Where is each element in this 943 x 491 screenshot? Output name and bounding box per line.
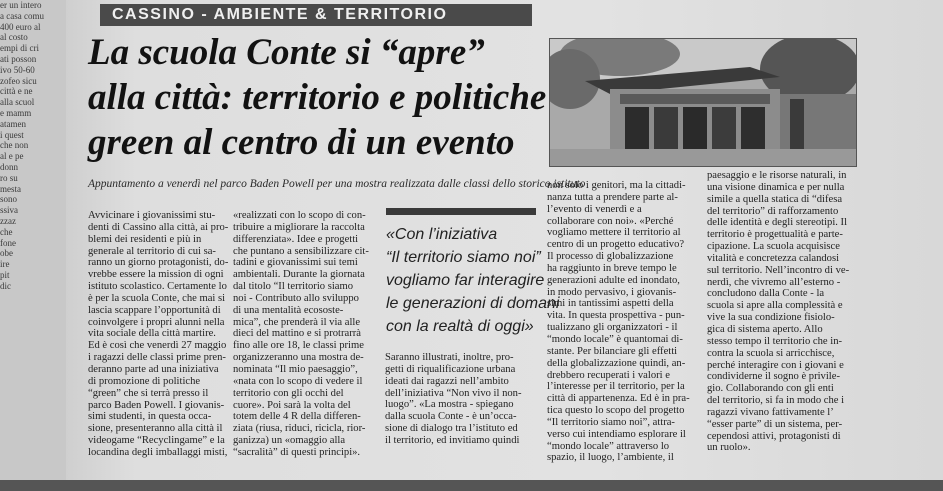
article-line: centro di un progetto educativo?: [547, 239, 685, 251]
article-line: stante. Per bilanciare gli effetti: [547, 345, 678, 357]
article-line: coinvolgere i propri alunni nella: [88, 316, 225, 328]
article-line: vitalità e concretezza calandosi: [707, 252, 840, 264]
article-line: di promozione di politiche: [88, 375, 201, 387]
pull-quote-line: vogliamo far interagire: [386, 272, 545, 289]
fragment-line: alla scuol: [0, 97, 35, 108]
article-line: mica”, che prenderà il via alle: [233, 316, 361, 328]
article-line: simi studenti, in questa occa-: [88, 411, 212, 423]
article-line: l’interesse per il territorio, per la: [547, 381, 685, 393]
article-line: contra la scuola si arricchisce,: [707, 347, 835, 359]
article-line: Saranno illustrati, inoltre, pro-: [385, 352, 514, 363]
previous-page-fragment: [0, 0, 66, 480]
fragment-line: dic: [0, 280, 11, 291]
article-line: territorio è progettualità e parte-: [707, 229, 843, 241]
article-line: «realizzati con lo scopo di con-: [233, 210, 366, 221]
article-line: sul territorio. Nell’incontro di ve-: [707, 264, 850, 276]
article-line: totem delle 4 R della differen-: [233, 411, 361, 423]
article-line: ziata (riusa, riduci, ricicla, rior-: [233, 423, 366, 435]
article-line: collaborare con noi». «Perché: [547, 215, 674, 227]
fragment-line: atamen: [0, 118, 26, 129]
article-line: tadini e giovanissimi sui temi: [233, 257, 358, 269]
article-line: tica questo lo scopo del progetto: [547, 405, 685, 417]
fragment-line: che: [0, 226, 13, 237]
article-line: parco Baden Powell. I giovanis-: [88, 399, 225, 411]
article-line: vita. In questa prospettiva - pun-: [547, 310, 685, 322]
article-line: stesso tempo il territorio che in-: [707, 335, 843, 347]
article-line: una visione dinamica e per nulla: [707, 181, 845, 193]
article-line: “mondo locale” attraverso lo: [547, 440, 670, 452]
article-line: simile a quella statica di “difesa: [707, 193, 843, 205]
article-line: sione, presenteranno alla città il: [88, 423, 223, 435]
fragment-line: obe: [0, 248, 13, 259]
fragment-line: al e pe: [0, 151, 24, 162]
fragment-line: er un intero: [0, 0, 42, 10]
article-line: Il processo di globalizzazione: [547, 251, 674, 263]
article-line: paesaggio e le risorse naturali, in: [707, 170, 847, 181]
article-column-1: [88, 210, 229, 459]
article-line: istituto scolastico. Certamente lo: [88, 281, 227, 293]
article-line: ranno un giorno protagonisti, do-: [88, 257, 229, 269]
article-line: “sacralità” di questi principi».: [233, 446, 361, 458]
fragment-line: a casa comu: [0, 10, 44, 21]
fragment-line: i quest: [0, 129, 24, 140]
article-line: nerdì, che vivremo all’esterno -: [707, 276, 841, 288]
fragment-line: sono: [0, 194, 18, 205]
article-line: generale al territorio di cui sa-: [88, 245, 216, 257]
article-line: perché interagire con i giovani e: [707, 359, 844, 371]
fragment-line: zofeo sicu: [0, 75, 37, 86]
article-line: organizzeranno una mostra de-: [233, 352, 364, 364]
article-line: «nata con lo scopo di vedere il: [233, 375, 363, 387]
pull-quote-bar: [386, 208, 536, 215]
article-line: non solo i genitori, ma la cittadi-: [547, 180, 686, 191]
article-line: “Il territorio siamo noi”, attra-: [547, 416, 675, 428]
article-line: spazio, il luogo, l’ambiente, il: [547, 452, 674, 464]
article-line: dieci del mattino e si protrarrà: [233, 328, 361, 340]
article-line: di una mentalità ecososte-: [233, 304, 344, 316]
article-line: gio. Collaborando con gli enti: [707, 383, 834, 395]
article-line: tualizzano gli organizzatori - il: [547, 322, 678, 334]
article-line: cependosi attivi, protagonisti di: [707, 430, 841, 442]
article-line: condividerne il sogno è privile-: [707, 371, 840, 383]
article-line: nanza tutta a prendere parte al-: [547, 191, 678, 203]
headline-line-1: La scuola Conte si “apre”: [88, 32, 485, 73]
article-line: delle identità e degli stereotipi. Il: [707, 217, 848, 229]
fragment-line: pit: [0, 269, 10, 280]
article-column-4: [547, 180, 697, 464]
article-column-5: [707, 170, 865, 454]
article-line: cipazione. La scuola acquisisce: [707, 241, 840, 253]
article-line: ambientali. Durante la giornata: [233, 269, 365, 281]
article-line: dal titolo “Il territorio siamo: [233, 281, 354, 293]
page-edge-shadow: [0, 480, 943, 491]
article-line: videogame “Recyclingame” e la: [88, 435, 225, 447]
article-line: verso cui intendiamo esplorare il: [547, 428, 686, 440]
fragment-line: 400 euro al: [0, 21, 41, 32]
article-line: che puntano a sensibilizzare cit-: [233, 245, 369, 257]
article-line: città di appartenenza. Ed è in pra-: [547, 393, 690, 405]
article-line: differenziata». Idee e progetti: [233, 233, 359, 245]
headline-line-3: green al centro di un evento: [88, 122, 515, 163]
article-line: scuola si apre alla complessità e: [707, 300, 843, 312]
article-line: della globalizzazione quindi, an-: [547, 357, 686, 369]
fragment-line: fone: [0, 237, 16, 248]
pull-quote-line: con la realtà di oggi»: [386, 318, 534, 335]
article-line: il territorio, ed invitiamo quindi: [385, 434, 520, 446]
article-line: nominata “Il mio paesaggio”,: [233, 363, 358, 375]
fragment-line: empi di cri: [0, 43, 39, 54]
fragment-line: città e ne: [0, 86, 33, 97]
article-line: gica di sistema aperto. Allo: [707, 323, 823, 335]
article-line: l’evento di venerdì e a: [547, 203, 642, 215]
article-line: cuore». Poi sarà la volta del: [233, 399, 351, 411]
article-line: Ed è così che venerdì 27 maggio: [88, 340, 227, 352]
article-line: generazioni adulte ed inondato,: [547, 274, 680, 286]
article-line: getti di riqualificazione urbana: [385, 363, 516, 375]
article-line: “esser parte” di un sistema, per-: [707, 418, 843, 430]
article-line: è per la scuola Conte, che mai si: [88, 292, 226, 304]
article-line: ha raggiunto in breve tempo le: [547, 262, 677, 274]
article-line: lascia scappare l’opportunità di: [88, 304, 221, 316]
article-line: territorio con gli occhi del: [233, 387, 344, 399]
school-building-image: [550, 39, 856, 166]
article-line: tribuire a migliorare la raccolta: [233, 221, 365, 233]
article-line: fino alle ore 18, le classi prime: [233, 340, 364, 352]
article-line: concludono dalla Conte - la: [707, 288, 825, 300]
article-line: sione di dialogo tra l’istituto ed: [385, 423, 518, 435]
article-line: vive la sua condizione fisiolo-: [707, 312, 835, 324]
fragment-line: al costo: [0, 32, 28, 43]
school-building-photo: [549, 38, 857, 167]
article-line: dalla scuola Conte - è un’occa-: [385, 411, 517, 423]
headline: [88, 30, 558, 165]
article-line: blemi dei residenti e più in: [88, 233, 202, 245]
article-line: Avvicinare i giovanissimi stu-: [88, 210, 216, 221]
pull-quote-line: «Con l’iniziativa: [386, 226, 498, 243]
pull-quote-line: le generazioni di domani: [386, 295, 560, 312]
fragment-line: ro su: [0, 172, 18, 183]
article-line: “mondo locale” è quantomai di-: [547, 333, 683, 345]
pull-quote-line: “Il territorio siamo noi”: [386, 249, 541, 266]
article-line: un ruolo».: [707, 442, 751, 454]
headline-line-2: alla città: territorio e politiche: [88, 77, 547, 118]
article-line: simi in tantissimi aspetti della: [547, 298, 674, 310]
article-line: i ragazzi delle classi prime pren-: [88, 352, 226, 364]
article-line: deranno parte ad una iniziativa: [88, 363, 219, 375]
fragment-line: zzaz: [0, 215, 16, 226]
fragment-line: ssiva: [0, 205, 18, 216]
article-line: ragazzi vivano fattivamente l’: [707, 406, 834, 418]
article-line: ideati dai ragazzi nell’ambito: [385, 375, 509, 387]
article-line: del territorio, si fa in modo che i: [707, 395, 845, 407]
article-line: locandina degli imballaggi misti,: [88, 446, 228, 458]
article-line: vita sociale della città martire.: [88, 328, 216, 340]
article-column-2: [233, 210, 373, 459]
fragment-line: ivo 50-60: [0, 64, 35, 75]
article-line: vogliamo mettere il territorio al: [547, 227, 681, 239]
subheadline: Appuntamento a venerdì nel parco Baden Powell per una mostra realizzata dalle classi dello storico istituto: [88, 178, 586, 190]
article-line: ganizza) un «omaggio alla: [233, 435, 346, 447]
fragment-line: ire: [0, 259, 10, 270]
pull-quote-text: [386, 223, 560, 338]
pull-quote: [386, 208, 560, 338]
fragment-line: e mamm: [0, 107, 32, 118]
article-line: vrebbe essere la mission di ogni: [88, 269, 224, 281]
article-line: drebbero recuperati i valori e: [547, 369, 670, 381]
article-line: in modo pervasivo, i giovanis-: [547, 286, 677, 298]
article-line: del territorio” di rafforzamento: [707, 205, 839, 217]
article-line: “green” che si terrà presso il: [88, 387, 209, 399]
article-line: noi - Contributo allo sviluppo: [233, 292, 359, 304]
fragment-line: ati posson: [0, 53, 37, 64]
article-column-3: [385, 352, 535, 447]
article-line: denti di Cassino alla città, ai pro-: [88, 221, 229, 233]
article-line: luogo”. «La mostra - spiegano: [385, 399, 514, 411]
fragment-line: donn: [0, 161, 18, 172]
section-banner: CASSINO - AMBIENTE & TERRITORIO: [100, 4, 532, 26]
fragment-line: mesta: [0, 183, 21, 194]
fragment-line: che non: [0, 140, 29, 151]
article-line: dell’iniziativa “Non vivo il non-: [385, 387, 522, 399]
